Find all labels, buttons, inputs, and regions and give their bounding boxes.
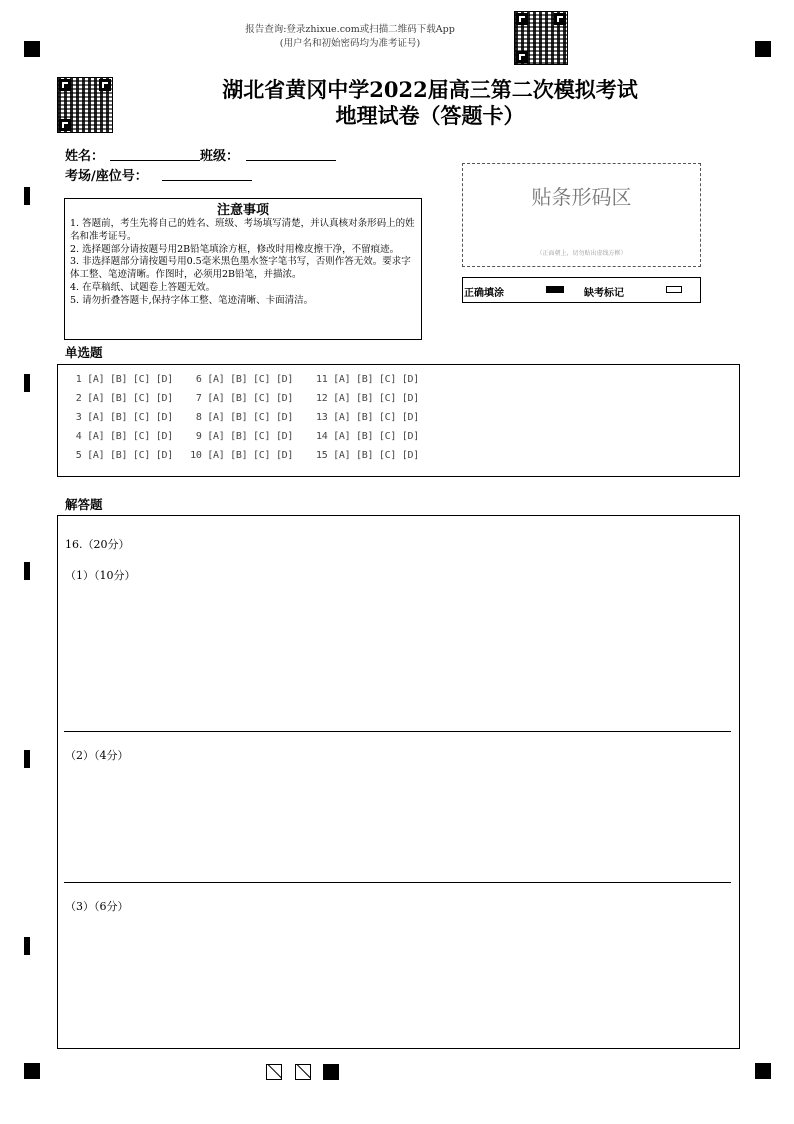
student-qr-code: [57, 77, 113, 133]
registration-mark-top-left: [24, 41, 40, 57]
part-divider: [64, 731, 731, 732]
registration-mark-bottom-left: [24, 1063, 40, 1079]
question-16-label: 16.（20分）: [65, 538, 130, 551]
correct-fill-label: 正确填涂: [464, 288, 504, 299]
app-qr-code: [514, 11, 568, 65]
notice-box: [64, 198, 422, 340]
part-1-answer-area[interactable]: [64, 585, 731, 727]
choice-row[interactable]: 1 [A] [B] [C] [D] 6 [A] [B] [C] [D] 11 [A] [B] [C] [D]: [70, 374, 419, 385]
timing-mark: [24, 750, 30, 768]
single-choice-title: 单选题: [65, 345, 103, 360]
correct-fill-sample-icon: [546, 286, 564, 293]
registration-mark-bottom-right: [755, 1063, 771, 1079]
seat-field[interactable]: [162, 180, 252, 181]
part-2-answer-area[interactable]: [64, 765, 731, 877]
choice-row[interactable]: 5 [A] [B] [C] [D] 10 [A] [B] [C] [D] 15 [A] [B] [C] [D]: [70, 450, 419, 461]
notice-list: [65, 218, 421, 308]
notice-item: 5. 请勿折叠答题卡,保持字体工整、笔迹清晰、卡面清洁。: [70, 294, 314, 306]
part-divider: [64, 882, 731, 883]
part-2-label: （2）（4分）: [65, 749, 129, 762]
choice-row[interactable]: 3 [A] [B] [C] [D] 8 [A] [B] [C] [D] 13 [A] [B] [C] [D]: [70, 412, 419, 423]
login-hint-line: (用户名和初始密码均为准考证号): [279, 38, 421, 49]
report-query-line: 报告查询:登录zhixue.com或扫描二维码下载App: [245, 24, 455, 35]
page-mark-crossed-box: [295, 1064, 311, 1080]
exam-title-line1: 湖北省黄冈中学2022届高三第二次模拟考试: [222, 77, 638, 102]
class-label: 班级：: [200, 149, 240, 164]
name-field[interactable]: [110, 160, 200, 161]
registration-mark-top-right: [755, 41, 771, 57]
class-field[interactable]: [246, 160, 336, 161]
notice-item: 3. 非选择题部分请按题号用0.5毫米黑色墨水签字笔书写，否则作答无效。要求字体工整、笔迹清晰。作图时，必须用2B铅笔，并描浓。: [70, 256, 411, 281]
notice-item: 4. 在草稿纸、试题卷上答题无效。: [70, 281, 216, 293]
notice-title: 注意事项: [216, 203, 269, 218]
timing-mark: [24, 374, 30, 392]
barcode-area-hint: （正面朝上，切勿贴出虚线方框）: [536, 250, 627, 257]
answer-section-title: 解答题: [65, 497, 103, 512]
single-choice-box: [57, 364, 740, 477]
page-mark-filled-box: [323, 1064, 339, 1080]
page-mark-crossed-box: [266, 1064, 282, 1080]
part-3-answer-area[interactable]: [64, 916, 731, 1044]
name-label: 姓名：: [65, 149, 105, 164]
part-3-label: （3）（6分）: [65, 900, 129, 913]
barcode-area: [462, 163, 701, 267]
timing-mark: [24, 937, 30, 955]
fill-legend: [462, 277, 701, 303]
report-query-info: [180, 23, 520, 51]
timing-mark: [24, 562, 30, 580]
absent-mark-label: 缺考标记: [584, 288, 624, 299]
notice-item: 2. 选择题部分请按题号用2B铅笔填涂方框，修改时用橡皮擦干净，不留痕迹。: [70, 243, 400, 255]
absent-mark-checkbox[interactable]: [666, 286, 682, 293]
choice-row[interactable]: 2 [A] [B] [C] [D] 7 [A] [B] [C] [D] 12 [A] [B] [C] [D]: [70, 393, 419, 404]
timing-mark: [24, 187, 30, 205]
barcode-area-title: 贴条形码区: [531, 185, 632, 209]
part-1-label: （1）（10分）: [65, 569, 136, 582]
seat-label: 考场/座位号：: [65, 169, 148, 184]
exam-title-line2: 地理试卷（答题卡）: [335, 103, 525, 128]
notice-item: 1. 答题前，考生先将自己的姓名、班级、考场填写清楚，并认真核对条形码上的姓名和准考证号。: [70, 218, 415, 242]
exam-title: [150, 77, 710, 129]
choice-row[interactable]: 4 [A] [B] [C] [D] 9 [A] [B] [C] [D] 14 [A] [B] [C] [D]: [70, 431, 419, 442]
